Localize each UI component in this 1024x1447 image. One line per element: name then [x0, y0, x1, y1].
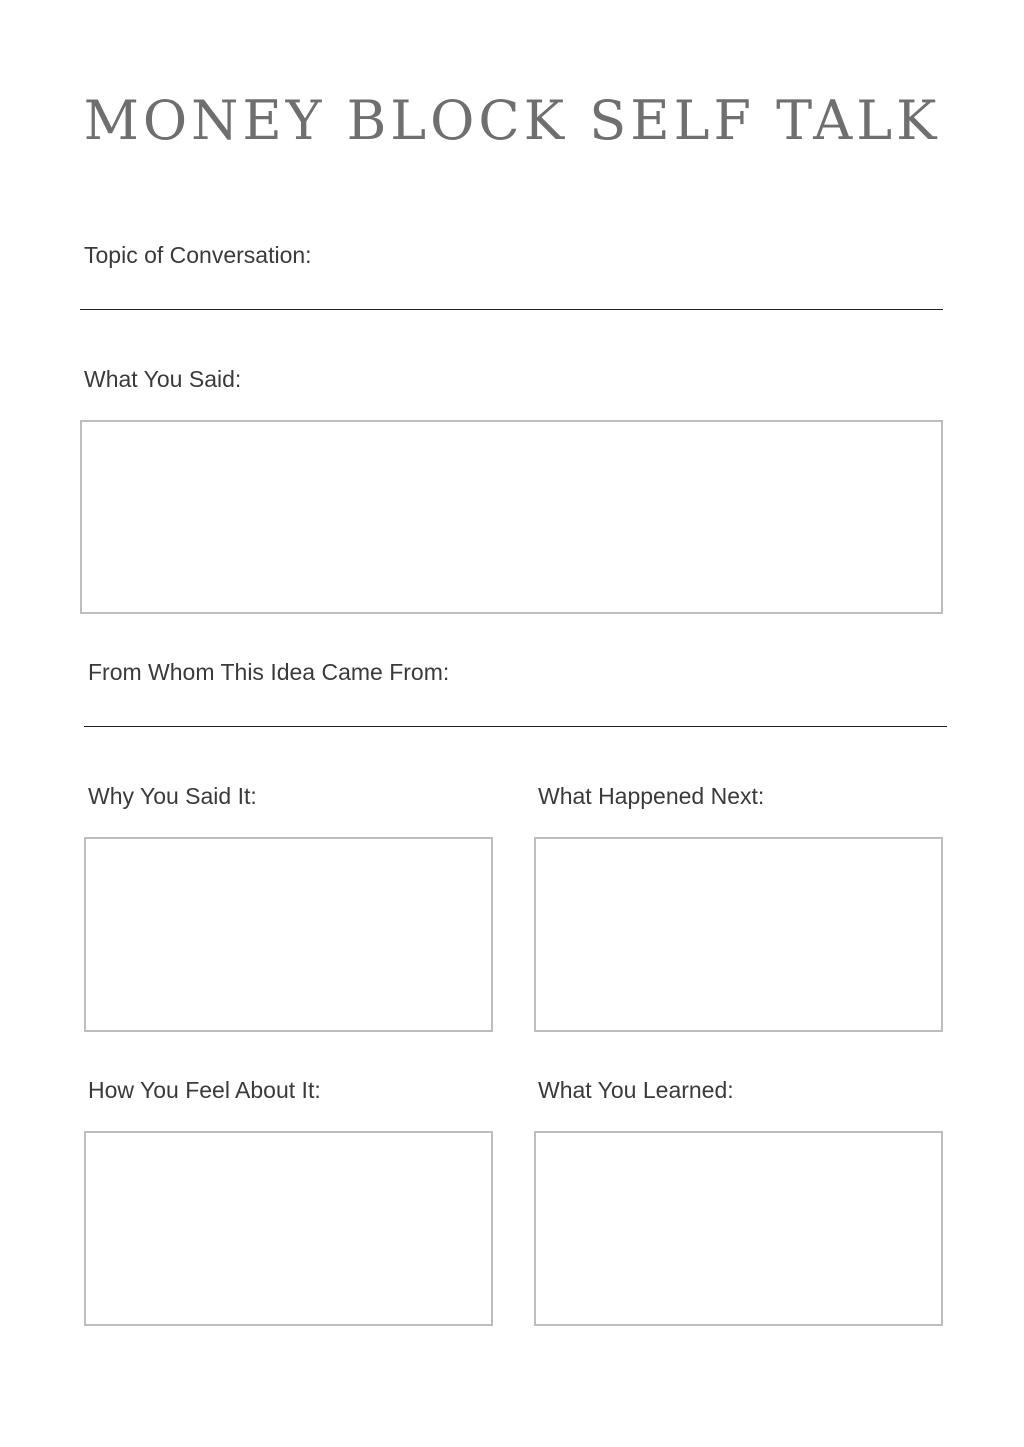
why-you-said-it-label: Why You Said It: [88, 783, 257, 809]
topic-label: Topic of Conversation: [84, 242, 312, 268]
from-whom-label: From Whom This Idea Came From: [88, 659, 450, 685]
what-you-said-box[interactable] [80, 420, 943, 614]
what-happened-next-label: What Happened Next: [538, 783, 765, 809]
why-you-said-it-box[interactable] [84, 837, 493, 1032]
how-you-feel-box[interactable] [84, 1131, 493, 1326]
from-whom-answer-line[interactable] [84, 726, 947, 727]
what-you-learned-label: What You Learned: [538, 1077, 734, 1103]
page-title: MONEY BLOCK SELF TALK [83, 89, 941, 152]
what-you-said-label: What You Said: [84, 366, 242, 392]
what-you-learned-box[interactable] [534, 1131, 943, 1326]
what-happened-next-box[interactable] [534, 837, 943, 1032]
how-you-feel-label: How You Feel About It: [88, 1077, 321, 1103]
topic-answer-line[interactable] [80, 309, 943, 310]
